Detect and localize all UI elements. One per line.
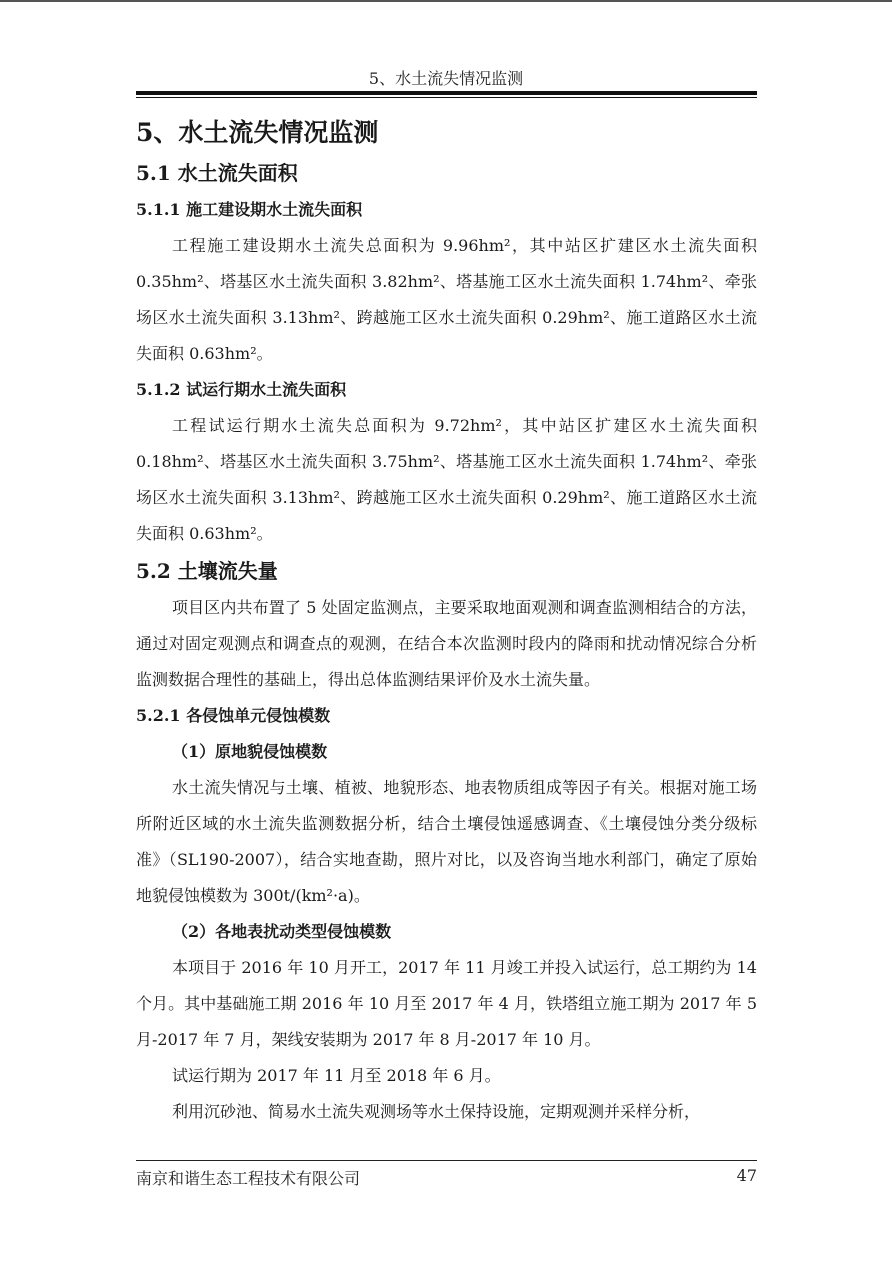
section-5-2-paragraph: 项目区内共布置了 5 处固定监测点，主要采取地面观测和调查监测相结合的方法，通过对固定观测点和调查点的观测，在结合本次监测时段内的降雨和扰动情况综合分析监测数据合理性的基础上，得出总体监测结果评价及水土流失量。 [136, 598, 757, 689]
page-number: 47 [736, 1166, 757, 1185]
subsection-2-paragraph-2: 试运行期为 2017 年 11 月至 2018 年 6 月。 [172, 1066, 501, 1085]
section-5-1-1-paragraph: 工程施工建设期水土流失总面积为 9.96hm²，其中站区扩建区水土流失面积 0.35hm²、塔基区水土流失面积 3.82hm²、塔基施工区水土流失面积 1.74hm²、牵张场区水土流失面积 3.13hm²、跨越施工区水土流失面积 0.29hm²、施工道路区水土流失面积 0.63hm²。 [136, 236, 757, 363]
page-body [136, 112, 757, 1130]
header-rule-thin [136, 97, 757, 98]
header-rule-thick [136, 91, 757, 95]
subsection-2-paragraph-1: 本项目于 2016 年 10 月开工，2017 年 11 月竣工并投入试运行，总工期约为 14 个月。其中基础施工期 2016 年 10 月至 2017 年 4 月，铁塔组立施工期为 2017 年 5 月-2017 年 7 月，架线安装期为 2017 年 8 月-2017 年 10 月。 [136, 958, 757, 1049]
footer-rule [136, 1160, 757, 1161]
section-5-1-1-heading: 5.1.1 施工建设期水土流失面积 [136, 200, 363, 219]
top-border [0, 0, 892, 2]
subsection-2-heading: （2）各地表扰动类型侵蚀模数 [172, 922, 392, 941]
section-5-heading: 5、水土流失情况监测 [136, 118, 379, 147]
section-5-1-2-heading: 5.1.2 试运行期水土流失面积 [136, 380, 347, 399]
section-5-1-heading: 5.1 水土流失面积 [136, 161, 298, 185]
section-5-2-heading: 5.2 土壤流失量 [136, 559, 278, 583]
footer-company: 南京和谐生态工程技术有限公司 [136, 1169, 361, 1188]
subsection-1-heading: （1）原地貌侵蚀模数 [172, 742, 328, 761]
running-header: 5、水土流失情况监测 [368, 69, 524, 88]
section-5-2-1-heading: 5.2.1 各侵蚀单元侵蚀模数 [136, 706, 331, 725]
section-5-1-2-paragraph: 工程试运行期水土流失总面积为 9.72hm²，其中站区扩建区水土流失面积 0.18hm²、塔基区水土流失面积 3.75hm²、塔基施工区水土流失面积 1.74hm²、牵张场区水土流失面积 3.13hm²、跨越施工区水土流失面积 0.29hm²、施工道路区水土流失面积 0.63hm²。 [136, 416, 757, 543]
subsection-1-paragraph: 水土流失情况与土壤、植被、地貌形态、地表物质组成等因子有关。根据对施工场所附近区域的水土流失监测数据分析，结合土壤侵蚀遥感调查、《土壤侵蚀分类分级标准》（SL190-2007），结合实地查勘，照片对比，以及咨询当地水利部门，确定了原始地貌侵蚀模数为 300t/(km²·a)。 [136, 778, 757, 905]
subsection-2-paragraph-3: 利用沉砂池、简易水土流失观测场等水土保持设施，定期观测并采样分析， [172, 1102, 701, 1121]
